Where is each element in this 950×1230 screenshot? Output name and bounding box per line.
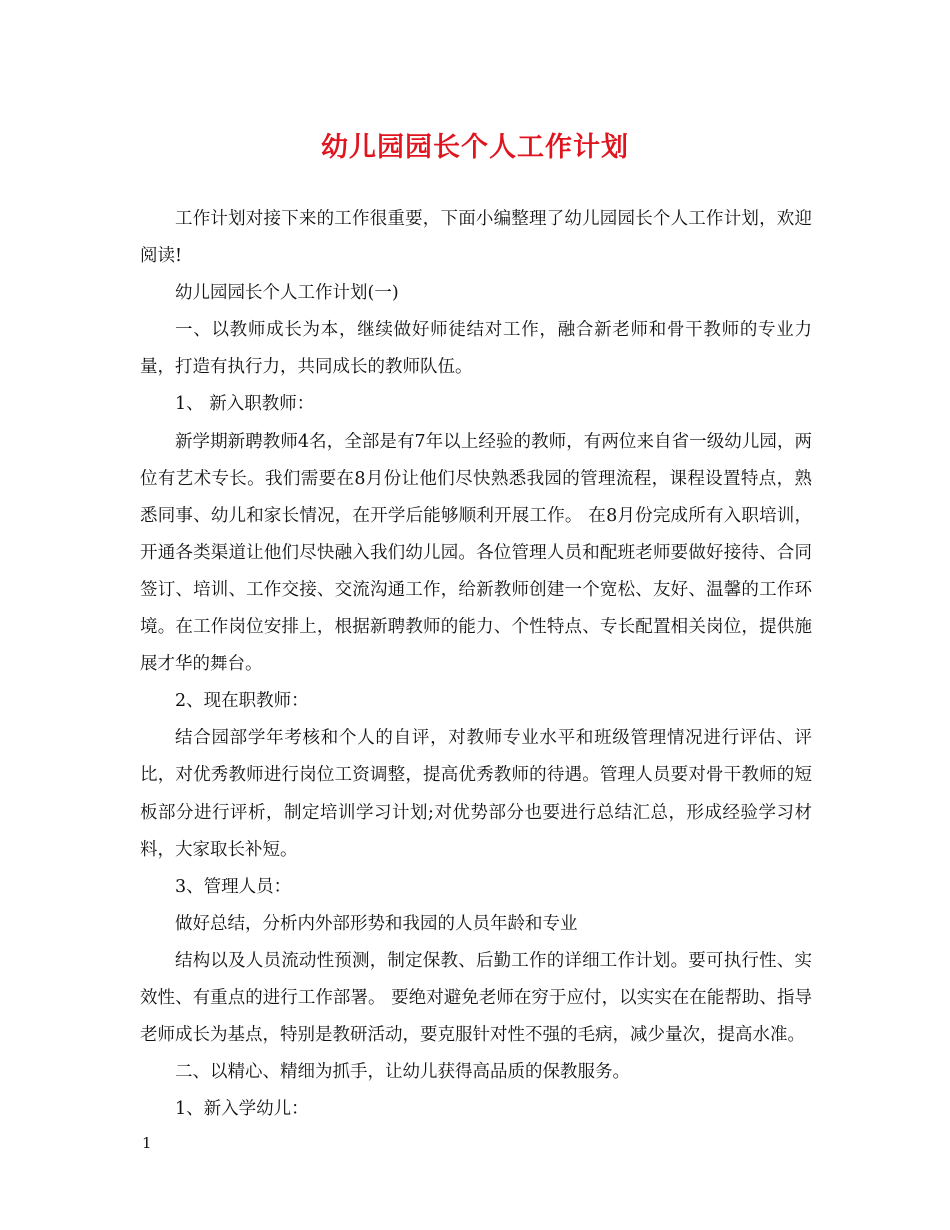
new-teachers-paragraph: 新学期新聘教师4名，全部是有7年以上经验的教师，有两位来自省一级幼儿园，两位有艺术专长。我们需要在8月份让他们尽快熟悉我园的管理流程，课程设置特点，熟悉同事、幼儿和家长情况，在开学后能够顺利开展工作。 在8月份完成所有入职培训，开通各类渠道让他们尽快融入我们幼儿园。各位管理人员和配班老师要做好接待、合同签订、培训、工作交接、交流沟通工作，给新教师创建一个宽松、友好、温馨的工作环境。在工作岗位安排上，根据新聘教师的能力、个性特点、专长配置相关岗位，提供施展才华的舞台。 xyxy=(140,431,812,675)
section-two-heading: 二、以精心、精细为抓手，让幼儿获得高品质的保教服务。 xyxy=(175,1062,630,1083)
subsection-new-children: 1、新入学幼儿： xyxy=(175,1099,309,1120)
plan-heading: 幼儿园园长个人工作计划(一) xyxy=(175,283,399,304)
current-teachers-paragraph: 结合园部学年考核和个人的自评，对教师专业水平和班级管理情况进行评估、评比，对优秀教师进行岗位工资调整，提高优秀教师的待遇。管理人员要对骨干教师的短板部分进行评析，制定培训学习计划;对优势部分也要进行总结汇总，形成经验学习材料，大家取长补短。 xyxy=(140,728,812,860)
intro-paragraph: 工作计划对接下来的工作很重要，下面小编整理了幼儿园园长个人工作计划，欢迎阅读! xyxy=(140,209,812,267)
management-paragraph-1: 做好总结，分析内外部形势和我园的人员年龄和专业 xyxy=(175,913,578,934)
page-number: 1 xyxy=(142,1134,152,1152)
subsection-new-teachers: 1、 新入职教师： xyxy=(175,394,315,415)
section-one-heading: 一、以教师成长为本，继续做好师徒结对工作，融合新老师和骨干教师的专业力量，打造有执行力，共同成长的教师队伍。 xyxy=(140,320,812,378)
subsection-current-teachers: 2、现在职教师： xyxy=(175,691,309,712)
management-paragraph-2: 结构以及人员流动性预测，制定保教、后勤工作的详细工作计划。要可执行性、实效性、有重点的进行工作部署。 要绝对避免老师在穷于应付，以实实在在能帮助、指导老师成长为基点，特别是教研活动，要克服针对性不强的毛病，减少量次，提高水准。 xyxy=(140,950,812,1046)
document-body xyxy=(140,201,812,1128)
document-title: 幼儿园园长个人工作计划 xyxy=(321,132,629,163)
subsection-management: 3、管理人员： xyxy=(175,876,292,897)
